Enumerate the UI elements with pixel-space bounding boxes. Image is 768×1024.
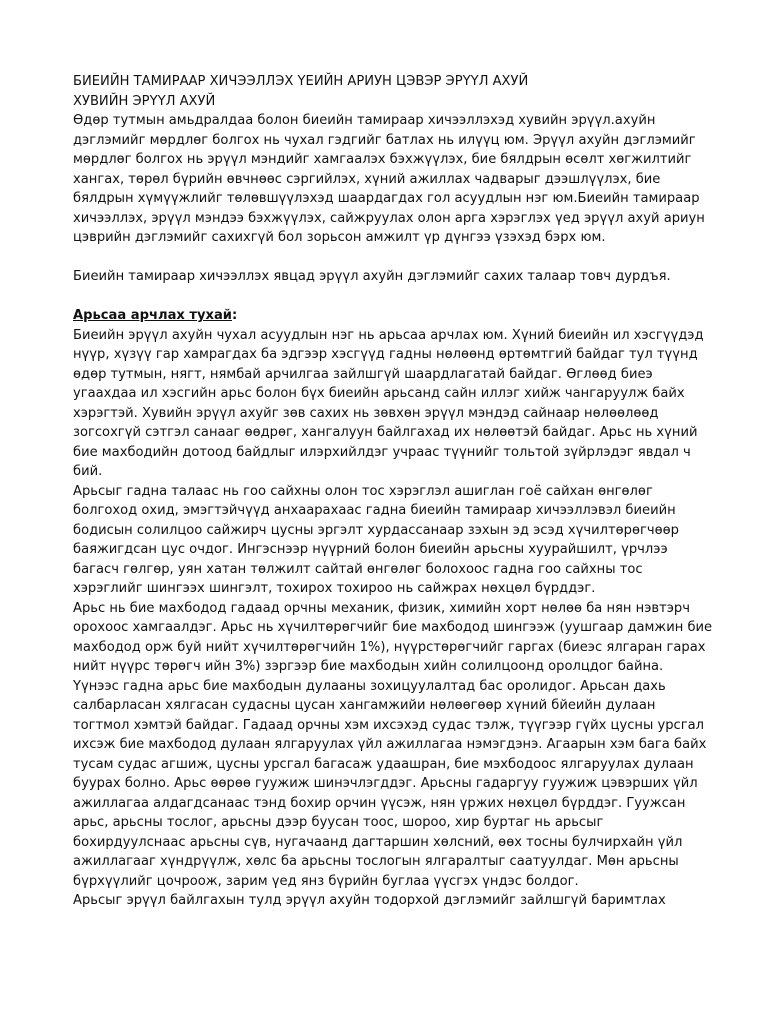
document-title-line-2: ХУВИЙН ЭРҮҮЛ АХУЙ — [73, 93, 216, 109]
body-paragraph-4: Арьсыг эрүүл байлгахын тулд эрүүл ахуйн тодорхой дэглэмийг зайлшгүй баримтлах — [73, 893, 666, 908]
section-heading-text: Арьсаа арчлах тухай — [73, 308, 232, 323]
body-paragraph-1: Биеийн эрүүл ахуйн чухал асуудлын нэг нь арьсаа арчлах юм. Хүний биеийн ил хэсгүүдэд нүүр, хүзүү гар хамрагдах ба эдгээр хэсгүүд гадны нөлөөнд өртөмтгий байдаг тул түүнд өдөр тутмын, нягт, нямбай арчилгаа зайлшгүй шаардлагатай байдаг. Өглөөд биеэ угаахдаа ил хэсгийн арьс болон бүх биеийн арьсанд сайн иллэг хийж чангаруулж байх хэрэгтэй. Хувийн эрүүл ахуйг зөв сахих нь зөвхөн эрүүл мэндэд сайнаар нөлөөлөөд зогсохгүй сэтгэл санааг өөдрөг, хангалуун байлгахад их нөлөөтэй байдаг. Арьс нь хүний бие махбодийн дотоод байдлыг илэрхийлдэг учраас түүнийг тольтой зүйрлэдэг явдал ч бий. — [73, 327, 704, 479]
paragraph-spacer — [73, 248, 713, 268]
intro-paragraph: Өдөр тутмын амьдралдаа болон биеийн тамираар хичээллэхэд хувийн эрүүл.ахуйн дэглэмийг мөрдлөг болгох нь чухал гэдгийг батлах нь илүүц юм. Эрүүл ахуйн дэглэмийг мөрдлөг болгох нь эрүүл мэндийг хамгаалэх бэхжүүлэх, бие бялдрын өсөлт хөгжилтийг хангах, төрөл бүрийн өвчнөөс сэргийлэх, хүний ажиллах чадварыг дээшлүүлэх, бие бялдрын хүмүүжлийг төлөвшүүлэхэд шаардагдах гол асуудлын нэг юм.Биеийн тамираар хичээллэх, эрүүл мэндээ бэхжүүлэх, сайжруулах олон арга хэрэглэх үед эрүүл ахуй ариун цэврийн дэглэмийг сахихгүй бол зорьсон амжилт үр дүнгээ үзэхэд бэрх юм. — [73, 113, 705, 245]
body-paragraph-3: Арьс нь бие махбодод гадаад орчны механик, физик, химийн хорт нөлөө ба нян нэвтэрч орохоос хамгаалдэг. Арьс нь хүчилтөрөгчийг бие махбодод шингээж (уушгаар дамжин бие махбодод орж буй нийт хүчилтөрөгчийн 1%), нүүрстөрөгчийг гаргах (биеэс ялгаран гарах нийт нүүрс төрөгч ийн 3%) зэргээр бие махбодын хийн солилцоонд оролцдог байна. Үүнээс гадна арьс бие махбодын дулааны зохицуулалтад бас оролидог. Арьсан дахь салбарласан хялгасан судасны цусан хангамжийи нөлөөгөөр хүний бйеийн дулаан тогтмол хэмтэй байдаг. Гадаад орчны хэм ихсэхэд судас тэлж, түүгээр гүйх цусны урсгал ихсэж бие махбодод дулаан ялгаруулах үйл ажиллагаа нэмэгдэнэ. Агаарын хэм бага байх тусам судас агшиж, цусны урсгал багасаж удаашран, бие мэхбодоос ялгаруулах дулаан буурах болно. Арьс өөрөө гуужиж шинэчлэгддэг. Арьсны гадаргуу гуужиж цэвэрших үйл ажиллагаа алдагдсанаас тэнд бохир орчин үүсэж, нян үржих нөхцөл бүрддэг. Гуужсан арьс, арьсны тослог, арьсны дээр буусан тоос, шороо, хир буртаг нь арьсыг бохирдуулснаас арьсны сүв, нугачаанд дагтаршин хөлсний, өөх тосны булчирхайн үйл ажиллагааг хүндрүүлж, хөлс ба арьсны тослогын ялгаралтыг саатуулдаг. Мөн арьсны бүрхүүлийг цочроож, зарим үед янз бүрийн буглаа үүсгэх үндэс болдог. — [73, 600, 713, 889]
section-heading — [73, 306, 713, 326]
paragraph-spacer — [73, 287, 713, 307]
document-page — [73, 72, 713, 911]
body-paragraph-2: Арьсыг гадна талаас нь гоо сайхны олон тос хэрэглэл ашиглан гоё сайхан өнгөлөг болгоход охид, эмэгтэйчүүд анхаарахаас гадна биеийн тамираар хичээллэвэл биеийн бодисын солилцоо сайжирч цусны эргэлт хурдассанаар зэхын эд эсэд хүчилтөрөгчөөр баяжигдсан цус очдог. Ингэснээр нүүрний болон биеийн арьсны хуурайшилт, үрчлээ багасч гөлгөр, уян хатан төлжилт сайтай өнгөлөг болохоос гадна гоо сайхны тос хэрэглийг шингээх шингэлт, тохирох тохироо нь сайжрах нөхцөл бүрддэг. — [73, 483, 679, 596]
section-heading-colon: : — [232, 308, 238, 323]
summary-paragraph: Биеийн тамираар хичээллэх явцад эрүүл ахуйн дэглэмийг сахих талаар товч дурдъя. — [73, 269, 671, 284]
document-title-line-1: БИЕИЙН ТАМИРААР ХИЧЭЭЛЛЭХ ҮЕИЙН АРИУН ЦЭВЭР ЭРҮҮЛ АХУЙ — [73, 74, 529, 89]
